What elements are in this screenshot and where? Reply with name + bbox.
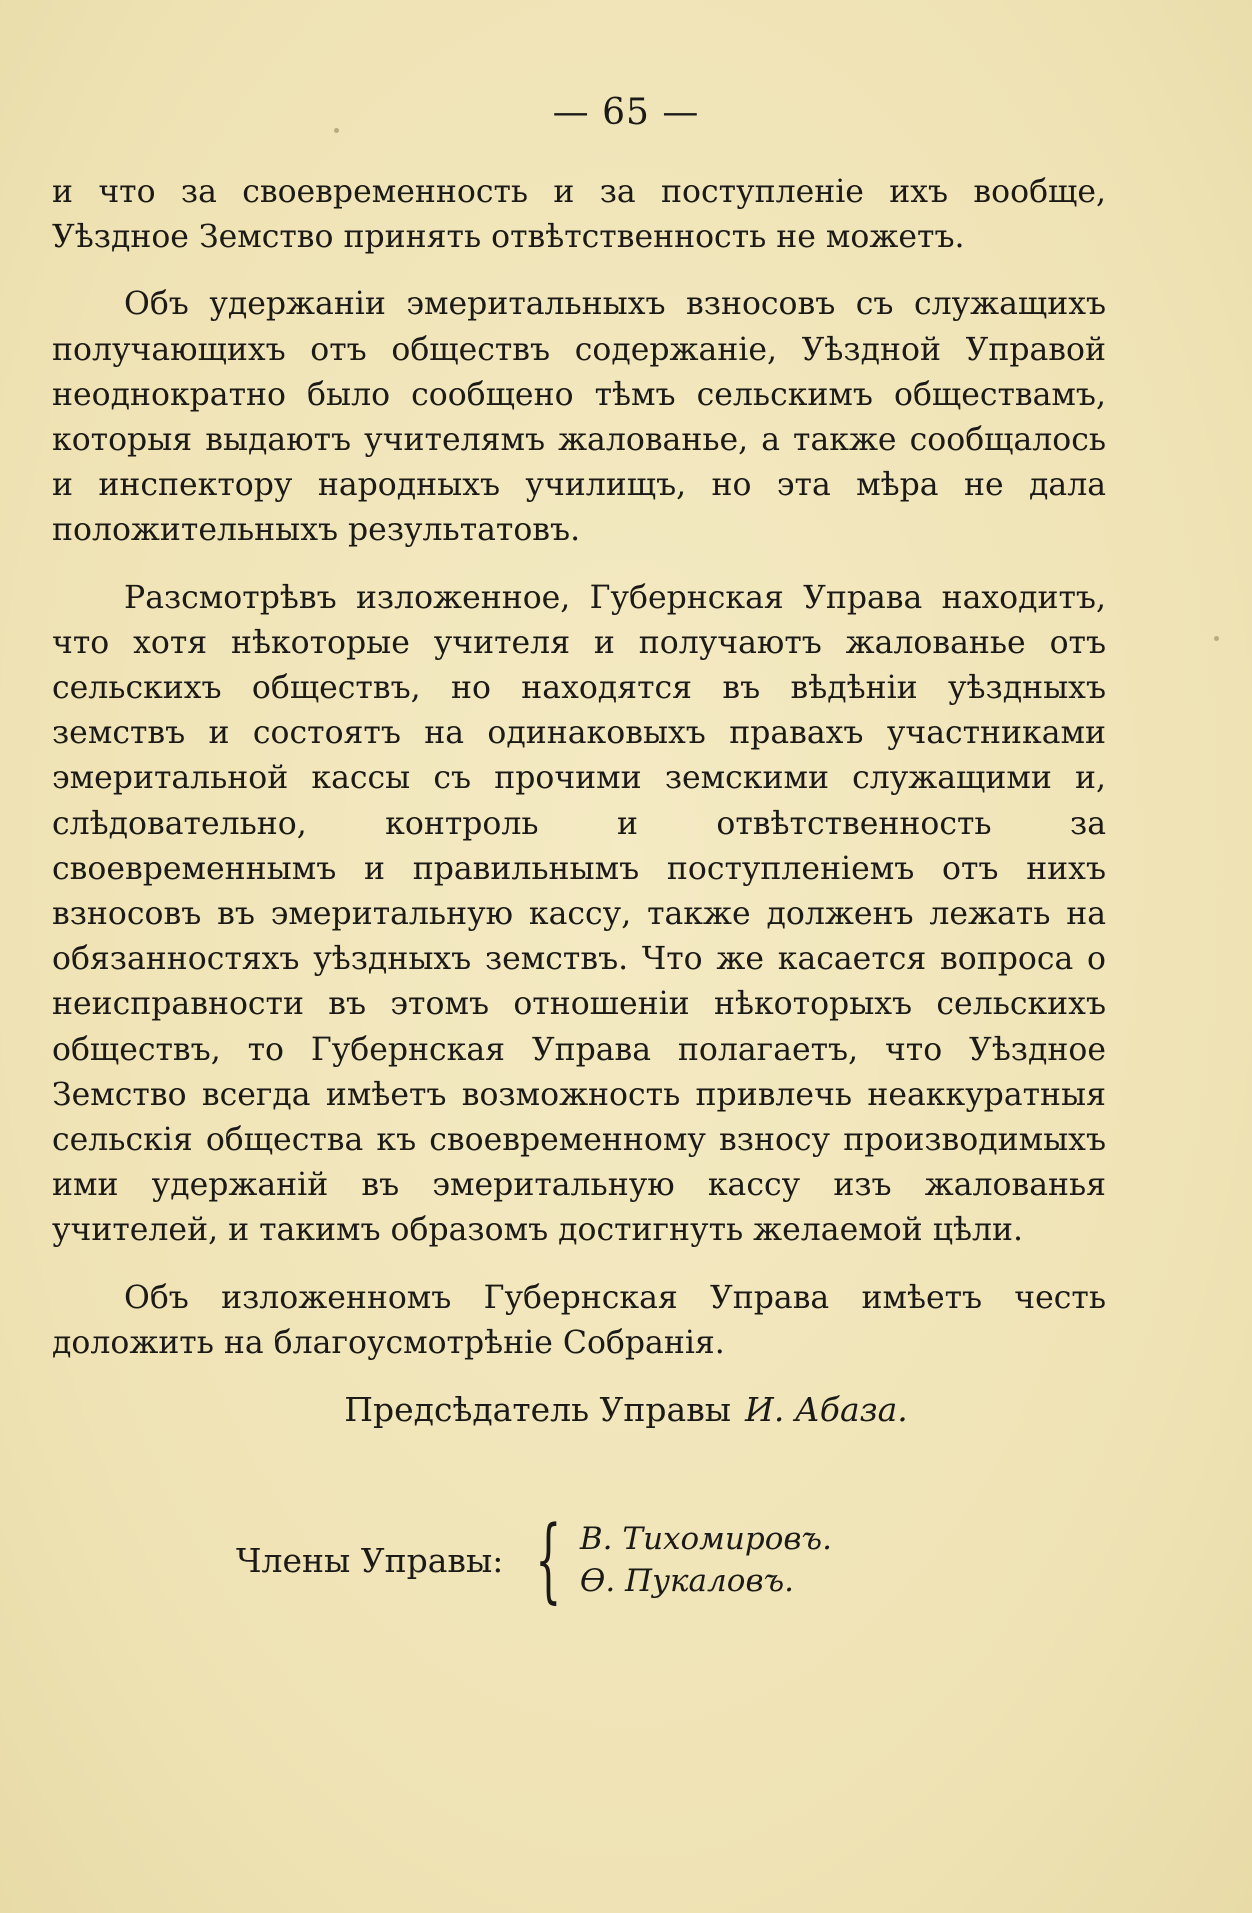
- paragraph-pension-deductions: Объ удержаніи эмеритальныхъ взносовъ съ служащихъ получающихъ отъ обществъ содержаніе, Уѣздной Управой неоднократно было сообщено тѣмъ сельскимъ обществамъ, которыя выдаютъ учителямъ жалованье, а также сообщалось и инспектору народныхъ училищъ, но эта мѣра не дала положительныхъ результатовъ.: [52, 286, 1106, 549]
- chairman-name: И. Абаза.: [745, 1390, 908, 1429]
- members-label: Члены Управы:: [236, 1540, 504, 1580]
- paragraph-board-findings: Разсмотрѣвъ изложенное, Губернская Управа находитъ, что хотя нѣкоторые учителя и получаютъ жалованье отъ сельскихъ обществъ, но находятся въ вѣдѣніи уѣздныхъ земствъ и состоятъ на одинаковыхъ правахъ участниками эмеритальной кассы съ прочими земскими служащими и, слѣдовательно, контроль и отвѣтственность за своевременнымъ и правильнымъ поступленіемъ отъ нихъ взносовъ въ эмеритальную кассу, также долженъ лежать на обязанностяхъ уѣздныхъ земствъ. Что же касается вопроса о неисправности въ этомъ отношеніи нѣкоторыхъ сельскихъ обществъ, то Губернская Управа полагаетъ, что Уѣздное Земство всегда имѣетъ возможность привлечь неаккуратныя сельскія общества къ своевременному взносу производимыхъ ими удержаній въ эмеритальную кассу изъ жалованья учителей, и такимъ образомъ достигнуть желаемой цѣли.: [52, 579, 1106, 1249]
- paper-speck: [1214, 636, 1219, 641]
- member-name: В. Тихомировъ.: [579, 1521, 832, 1557]
- board-members-signature: [236, 1506, 832, 1613]
- member-name: Ѳ. Пукаловъ.: [579, 1563, 794, 1599]
- chairman-signature: [0, 1390, 1252, 1429]
- paragraph-continuation: и что за своевременность и за поступленіе ихъ вообще, Уѣздное Земство принять отвѣтственность не можетъ.: [52, 174, 1106, 256]
- paragraph-report-to-assembly: Объ изложенномъ Губернская Управа имѣетъ честь доложить на благоусмотрѣніе Собранія.: [52, 1279, 1106, 1361]
- page-number: — 65 —: [552, 92, 700, 133]
- members-list: [580, 1518, 832, 1602]
- chairman-label: Предсѣдатель Управы: [344, 1390, 732, 1429]
- paper-speck: [334, 128, 339, 133]
- curly-brace: {: [535, 1506, 562, 1613]
- document-body: [52, 170, 1106, 1388]
